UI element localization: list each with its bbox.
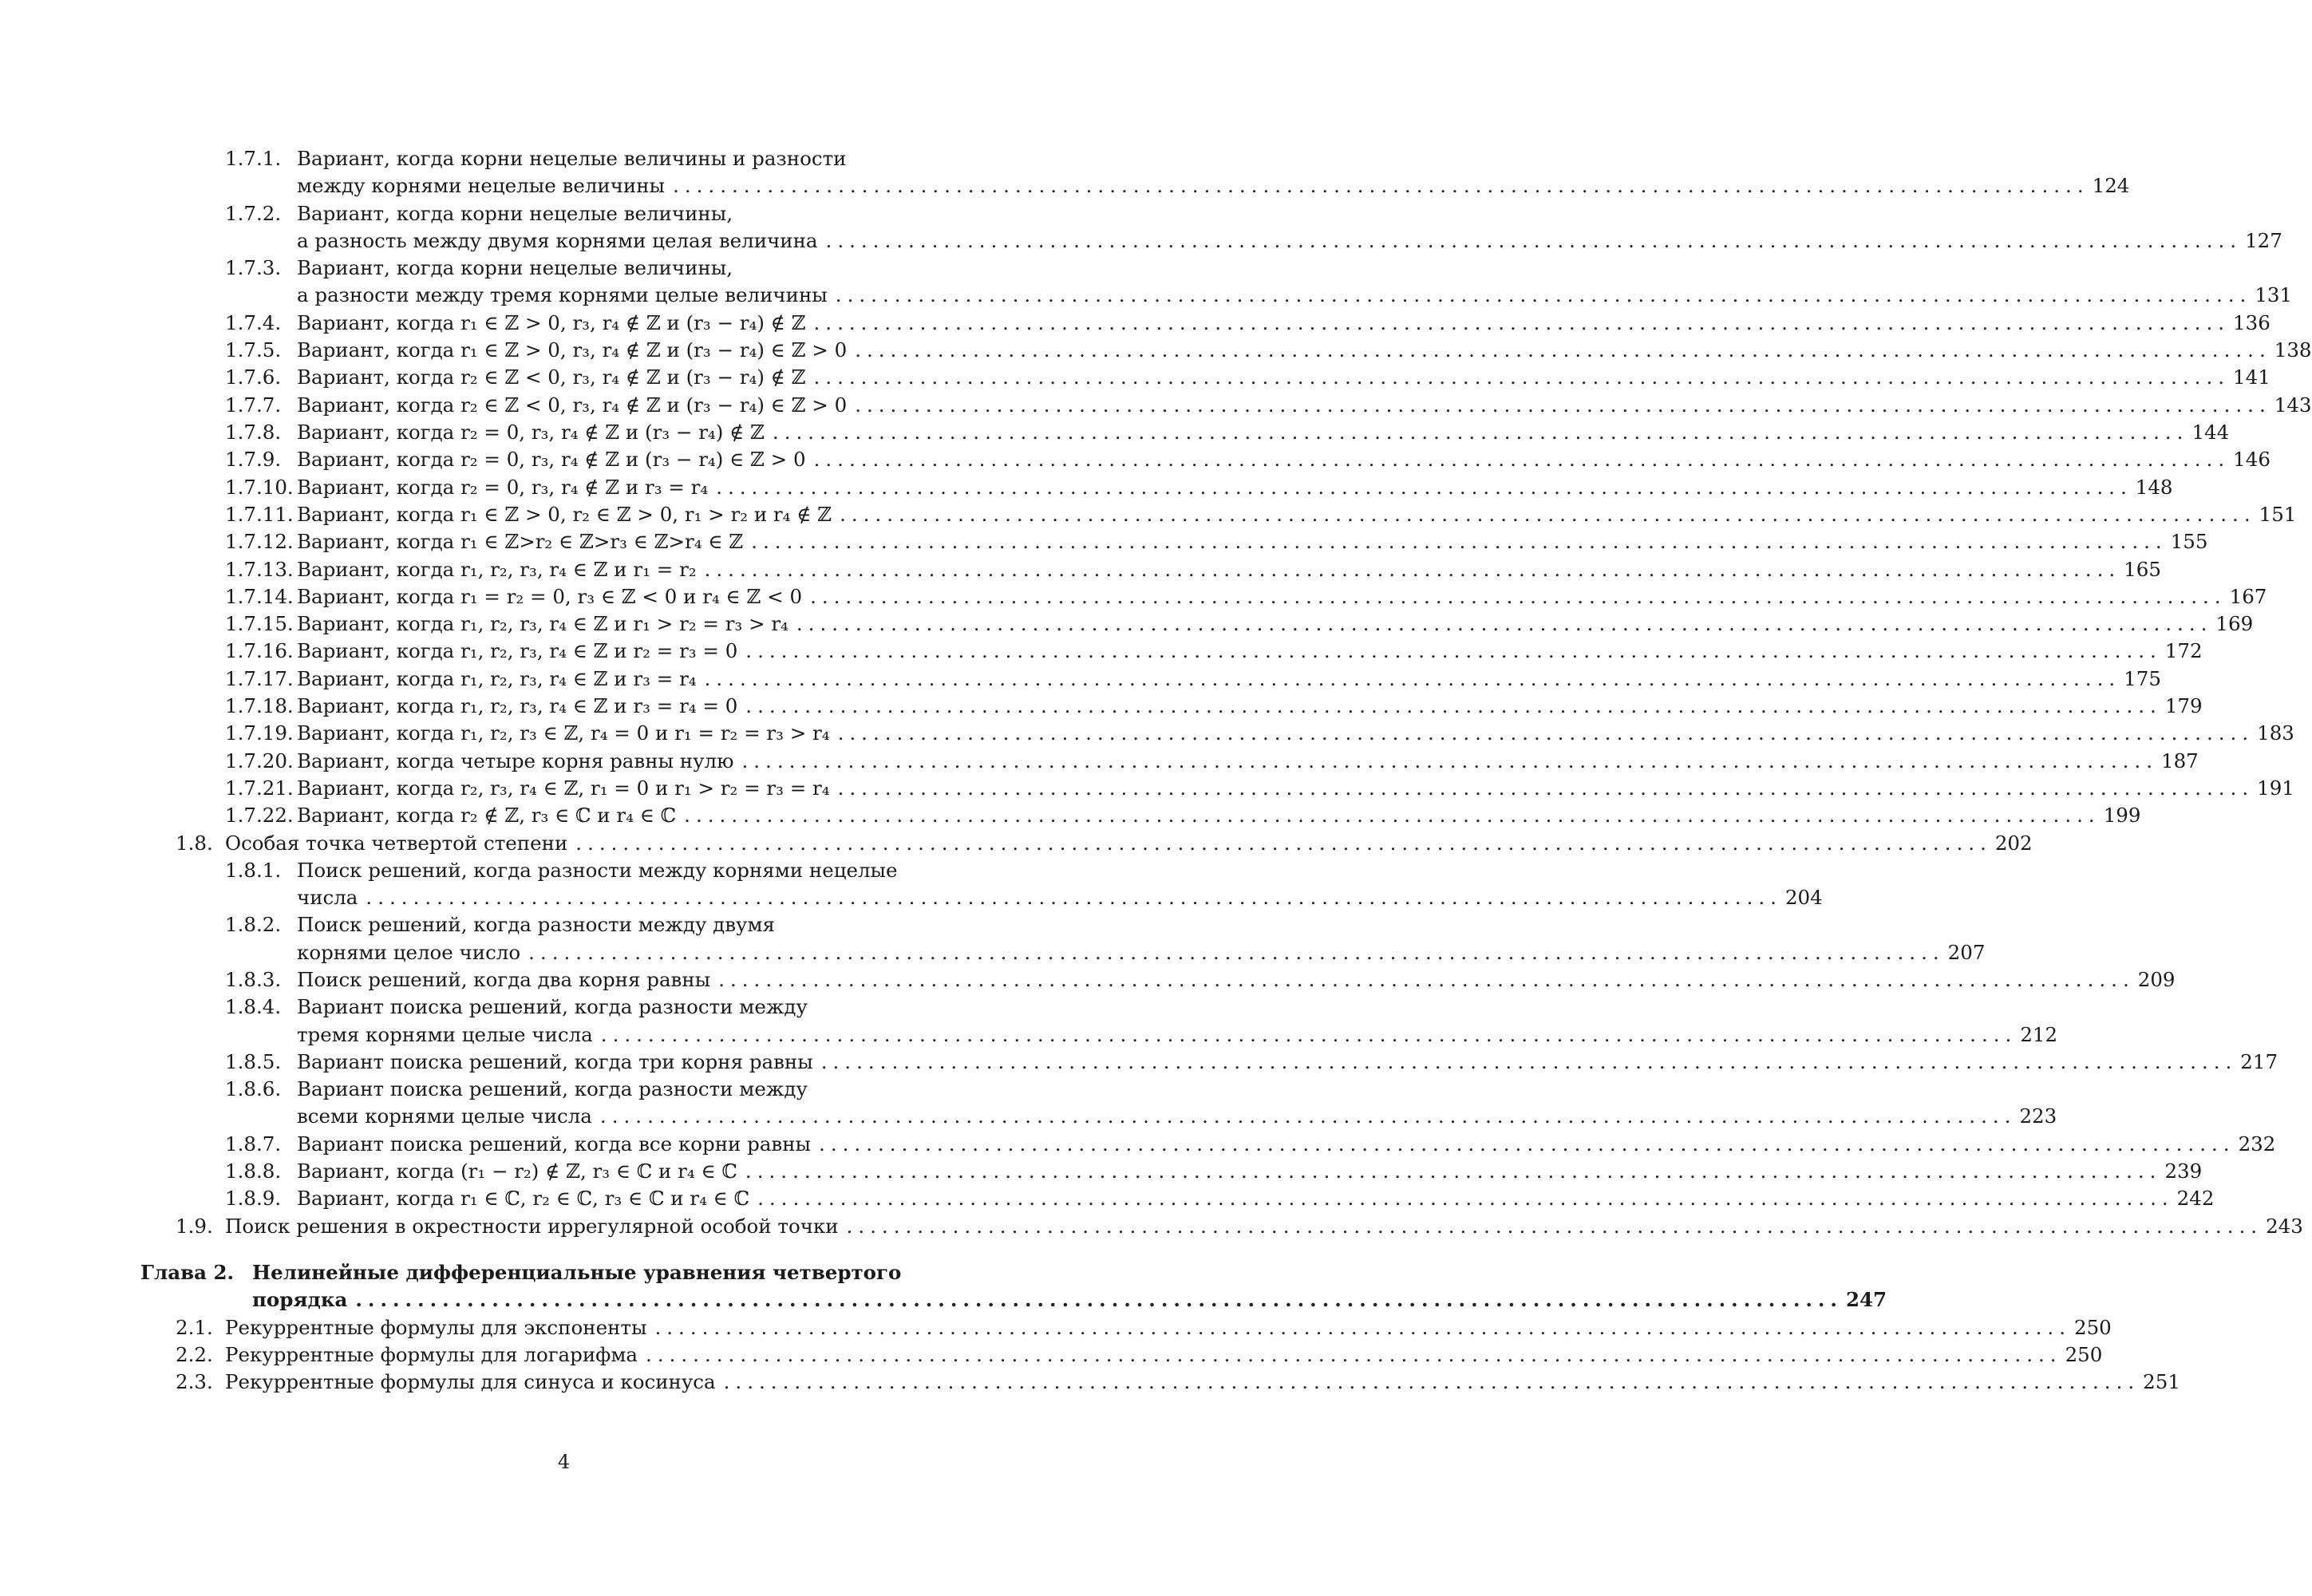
toc-entry-page: 199 bbox=[2103, 804, 2141, 828]
toc-entry-title: Особая точка четвертой степени bbox=[225, 831, 568, 855]
toc-entry-number: 1.7.10. bbox=[225, 475, 294, 499]
toc-entry-page: 247 bbox=[1845, 1288, 1887, 1312]
toc-entry-title: Вариант, когда r₂ ∉ ℤ, r₃ ∈ ℂ и r₄ ∈ ℂ bbox=[297, 804, 677, 828]
page-number: 4 bbox=[557, 1451, 571, 1473]
toc-entry-number: 1.9. bbox=[176, 1214, 213, 1238]
toc-entry-title: Вариант, когда r₁ = r₂ = 0, r₃ ∈ ℤ < 0 и r₄ ∈ ℤ < 0 bbox=[297, 584, 803, 608]
toc-entry-number: 1.8.9. bbox=[225, 1187, 282, 1211]
dot-leader: ........................................................................................................................ bbox=[810, 584, 2227, 608]
toc-entry-number: 1.7.21. bbox=[225, 776, 294, 800]
toc-entry-number: 1.8.1. bbox=[225, 858, 282, 882]
toc-entry-page: 124 bbox=[2092, 174, 2130, 198]
toc-entry-page: 202 bbox=[1994, 831, 2033, 855]
toc-entry-title: Поиск решений, когда два корня равны bbox=[297, 968, 711, 991]
toc-entry-page: 172 bbox=[2164, 639, 2203, 663]
dot-leader: ........................................................................................................................ bbox=[835, 283, 2252, 307]
toc-entry-page: 175 bbox=[2124, 666, 2161, 690]
toc-entry-title: числа bbox=[297, 886, 358, 910]
toc-entry-number: 1.7.5. bbox=[225, 338, 282, 362]
dot-leader: ........................................................................................................................ bbox=[528, 940, 1945, 964]
toc-entry-number: 1.8. bbox=[176, 831, 213, 855]
toc-entry-number: 1.7.15. bbox=[225, 612, 294, 636]
toc-entry-number: 1.7.8. bbox=[225, 421, 282, 444]
toc-entry-number: 1.8.8. bbox=[225, 1159, 282, 1183]
toc-entry-number: 1.8.5. bbox=[225, 1049, 282, 1073]
toc-entry-page: 141 bbox=[2233, 365, 2271, 389]
toc-entry-title: Вариант, когда r₂ ∈ ℤ < 0, r₃, r₄ ∉ ℤ и (r₃ − r₄) ∈ ℤ > 0 bbox=[297, 393, 848, 417]
toc-entry-number: 2.2. bbox=[176, 1342, 213, 1366]
toc-entry-number: 1.7.6. bbox=[225, 365, 282, 389]
toc-entry-title: Вариант, когда r₁, r₂, r₃ ∈ ℤ, r₄ = 0 и r₁ = r₂ = r₃ > r₄ bbox=[297, 721, 830, 745]
toc-entry-page: 165 bbox=[2124, 557, 2161, 581]
dot-leader: ........................................................................................................................ bbox=[599, 1104, 2017, 1128]
toc-entry-title: Вариант, когда r₂ = 0, r₃, r₄ ∉ ℤ и (r₃ − r₄) ∉ ℤ bbox=[297, 421, 765, 444]
toc-entry-page: 151 bbox=[2259, 502, 2297, 526]
toc-entry-number: 1.7.17. bbox=[225, 666, 294, 690]
toc-entry-title: Вариант поиска решений, когда разности между bbox=[297, 1077, 808, 1101]
dot-leader: ........................................................................................................................ bbox=[855, 393, 2271, 417]
toc-entry-number: 1.8.6. bbox=[225, 1077, 282, 1101]
dot-leader: ........................................................................................................................ bbox=[825, 228, 2243, 252]
toc-entry-title: Вариант, когда r₁ ∈ ℂ, r₂ ∈ ℂ, r₃ ∈ ℂ и r₄ ∈ ℂ bbox=[297, 1187, 750, 1211]
toc-entry-title: всеми корнями целые числа bbox=[297, 1104, 592, 1128]
toc-entry-page: 251 bbox=[2143, 1370, 2180, 1394]
toc-entry-title: Вариант, когда r₁, r₂, r₃, r₄ ∈ ℤ и r₃ = r₄ = 0 bbox=[297, 694, 738, 717]
dot-leader: ........................................................................................................................ bbox=[741, 749, 2158, 772]
toc-entry-page: 242 bbox=[2176, 1187, 2215, 1211]
toc-entry-number: 1.7.3. bbox=[225, 256, 282, 280]
toc-entry-number: 1.8.7. bbox=[225, 1132, 282, 1156]
toc-entry-page: 131 bbox=[2255, 283, 2293, 307]
dot-leader: ........................................................................................................................ bbox=[813, 448, 2231, 472]
toc-entry-page: 187 bbox=[2161, 749, 2199, 772]
dot-leader: ........................................................................................................................ bbox=[796, 612, 2213, 636]
toc-entry-title: Поиск решений, когда разности между корнями нецелые bbox=[297, 858, 898, 882]
toc-entry-title: между корнями нецелые величины bbox=[297, 174, 666, 198]
dot-leader: ........................................................................................................................ bbox=[684, 804, 2101, 828]
toc-entry-title: Вариант, когда r₁ ∈ ℤ > 0, r₃, r₄ ∉ ℤ и (r₃ − r₄) ∈ ℤ > 0 bbox=[297, 338, 848, 362]
dot-leader: ........................................................................................................................ bbox=[837, 776, 2255, 800]
toc-entry-number: 1.7.18. bbox=[225, 694, 294, 717]
toc-entry-title: Вариант поиска решений, когда три корня равны bbox=[297, 1049, 813, 1073]
toc-entry-page: 209 bbox=[2137, 968, 2176, 991]
toc-entry-page: 223 bbox=[2019, 1104, 2057, 1128]
toc-entry-title: Рекуррентные формулы для логарифма bbox=[225, 1342, 638, 1366]
toc-entry-number: 1.7.1. bbox=[225, 147, 282, 170]
dot-leader: ........................................................................................................................ bbox=[757, 1187, 2174, 1211]
toc-entry-number: 1.8.3. bbox=[225, 968, 282, 991]
toc-entry-page: 191 bbox=[2257, 776, 2294, 800]
toc-entry-number: 1.7.7. bbox=[225, 393, 282, 417]
toc-entry-number: 1.7.20. bbox=[225, 749, 294, 772]
toc-entry-number: 1.7.22. bbox=[225, 804, 294, 828]
toc-entry-title: Вариант поиска решений, когда все корни равны bbox=[297, 1132, 812, 1156]
dot-leader: ........................................................................................................................ bbox=[673, 174, 2089, 198]
dot-leader: ........................................................................................................................ bbox=[813, 310, 2231, 334]
toc-entry-title: Вариант, когда (r₁ − r₂) ∉ ℤ, r₃ ∈ ℂ и r₄ ∈ ℂ bbox=[297, 1159, 737, 1183]
toc-entry-number: 1.8.4. bbox=[225, 995, 282, 1019]
toc-entry-title: Вариант, когда r₁, r₂, r₃, r₄ ∈ ℤ и r₁ > r₂ = r₃ > r₄ bbox=[297, 612, 788, 636]
toc-entry-title: Нелинейные дифференциальные уравнения четвертого bbox=[252, 1261, 902, 1284]
toc-entry-page: 144 bbox=[2191, 421, 2230, 444]
toc-entry-page: 169 bbox=[2215, 612, 2254, 636]
toc-entry-page: 250 bbox=[2074, 1315, 2112, 1339]
toc-entry-number: 1.7.13. bbox=[225, 557, 294, 581]
toc-entry-title: Вариант, когда r₁, r₂, r₃, r₄ ∈ ℤ и r₂ = r₃ = 0 bbox=[297, 639, 738, 663]
toc-entry-title: Вариант, когда корни нецелые величины, bbox=[297, 256, 733, 280]
toc-entry-title: а разность между двумя корнями целая величина bbox=[297, 228, 818, 252]
dot-leader: ........................................................................................................................ bbox=[575, 831, 1992, 855]
toc-entry-page: 212 bbox=[2020, 1022, 2058, 1046]
toc-entry-page: 127 bbox=[2245, 228, 2282, 252]
dot-leader: ........................................................................................................................ bbox=[840, 502, 2256, 526]
toc-entry-number: 1.7.2. bbox=[225, 201, 282, 225]
toc-entry-title: Вариант, когда r₁ ∈ ℤ>r₂ ∈ ℤ>r₃ ∈ ℤ>r₄ ∈ ℤ bbox=[297, 530, 744, 554]
toc-entry-page: 146 bbox=[2233, 448, 2271, 472]
toc-entry-title: Вариант, когда четыре корня равны нулю bbox=[297, 749, 734, 772]
dot-leader: ........................................................................................................................ bbox=[723, 1370, 2140, 1394]
toc-entry-number: 1.7.9. bbox=[225, 448, 282, 472]
dot-leader: ........................................................................................................................ bbox=[855, 338, 2271, 362]
toc-entry-title: а разности между тремя корнями целые величины bbox=[297, 283, 828, 307]
dot-leader: ........................................................................................................................ bbox=[718, 968, 2135, 991]
toc-entry-title: Поиск решения в окрестности иррегулярной особой точки bbox=[225, 1214, 839, 1238]
toc-entry-page: 207 bbox=[1947, 940, 1986, 964]
toc-entry-page: 143 bbox=[2274, 393, 2312, 417]
dot-leader: ........................................................................................................................ bbox=[745, 1159, 2162, 1183]
toc-entry-page: 232 bbox=[2238, 1132, 2276, 1156]
dot-leader: ........................................................................................................................ bbox=[600, 1022, 2018, 1046]
dot-leader: ........................................................................................................................ bbox=[704, 666, 2121, 690]
toc-entry-page: 183 bbox=[2257, 721, 2294, 745]
toc-entry-page: 138 bbox=[2274, 338, 2312, 362]
toc-entry-title: Вариант, когда r₁, r₂, r₃, r₄ ∈ ℤ и r₁ = r₂ bbox=[297, 557, 697, 581]
dot-leader: ........................................................................................................................ bbox=[355, 1288, 1843, 1312]
toc-entry-number: Глава 2. bbox=[140, 1261, 235, 1284]
toc-entry-title: Вариант, когда r₂ ∈ ℤ < 0, r₃, r₄ ∉ ℤ и (r₃ − r₄) ∉ ℤ bbox=[297, 365, 806, 389]
dot-leader: ........................................................................................................................ bbox=[704, 557, 2121, 581]
dot-leader: ........................................................................................................................ bbox=[745, 639, 2162, 663]
dot-leader: ........................................................................................................................ bbox=[819, 1132, 2235, 1156]
dot-leader: ........................................................................................................................ bbox=[654, 1315, 2071, 1339]
toc-entry-title: Вариант, когда r₁ ∈ ℤ > 0, r₂ ∈ ℤ > 0, r₁ > r₂ и r₄ ∉ ℤ bbox=[297, 502, 832, 526]
dot-leader: ........................................................................................................................ bbox=[813, 365, 2231, 389]
dot-leader: ........................................................................................................................ bbox=[837, 721, 2255, 745]
toc-entry-title: Поиск решений, когда разности между двумя bbox=[297, 913, 775, 937]
toc-entry-page: 204 bbox=[1784, 886, 1823, 910]
toc-entry-number: 1.7.19. bbox=[225, 721, 294, 745]
dot-leader: ........................................................................................................................ bbox=[716, 475, 2132, 499]
toc-entry-page: 167 bbox=[2229, 584, 2267, 608]
toc-entry-page: 179 bbox=[2164, 694, 2203, 717]
toc-entry-title: Рекуррентные формулы для синуса и косинуса bbox=[225, 1370, 716, 1394]
dot-leader: ........................................................................................................................ bbox=[772, 421, 2189, 444]
dot-leader: ........................................................................................................................ bbox=[751, 530, 2168, 554]
toc-entry-page: 250 bbox=[2065, 1342, 2103, 1366]
dot-leader: ........................................................................................................................ bbox=[745, 694, 2162, 717]
toc-entry-number: 1.7.12. bbox=[225, 530, 294, 554]
toc-entry-page: 148 bbox=[2135, 475, 2173, 499]
toc-entry-page: 217 bbox=[2240, 1049, 2278, 1073]
dot-leader: ........................................................................................................................ bbox=[820, 1049, 2238, 1073]
toc-entry-page: 136 bbox=[2233, 310, 2271, 334]
toc-entry-title: Вариант, когда r₂ = 0, r₃, r₄ ∉ ℤ и r₃ = r₄ bbox=[297, 475, 709, 499]
dot-leader: ........................................................................................................................ bbox=[846, 1214, 2263, 1238]
toc-entry-page: 239 bbox=[2164, 1159, 2203, 1183]
toc-entry-number: 1.7.4. bbox=[225, 310, 282, 334]
toc-entry-number: 2.3. bbox=[176, 1370, 213, 1394]
toc-entry-title: тремя корнями целые числа bbox=[297, 1022, 593, 1046]
toc-entry-title: корнями целое число bbox=[297, 940, 521, 964]
toc-entry-page: 243 bbox=[2266, 1214, 2303, 1238]
toc-entry-number: 1.8.2. bbox=[225, 913, 282, 937]
toc-entry-title: Вариант, когда r₂ = 0, r₃, r₄ ∉ ℤ и (r₃ − r₄) ∈ ℤ > 0 bbox=[297, 448, 806, 472]
toc-entry-title: Вариант, когда r₂, r₃, r₄ ∈ ℤ, r₁ = 0 и r₁ > r₂ = r₃ = r₄ bbox=[297, 776, 830, 800]
toc-entry-title: Вариант, когда r₁, r₂, r₃, r₄ ∈ ℤ и r₃ = r₄ bbox=[297, 666, 697, 690]
toc-entry-number: 1.7.11. bbox=[225, 502, 294, 526]
toc-entry-number: 1.7.14. bbox=[225, 584, 294, 608]
toc-entry-title: Рекуррентные формулы для экспоненты bbox=[225, 1315, 647, 1339]
toc-entry-title: Вариант, когда корни нецелые величины, bbox=[297, 201, 733, 225]
dot-leader: ........................................................................................................................ bbox=[646, 1342, 2062, 1366]
toc-entry-title: Вариант поиска решений, когда разности между bbox=[297, 995, 808, 1019]
toc-entry-title: Вариант, когда корни нецелые величины и разности bbox=[297, 147, 847, 170]
toc-entry-number: 1.7.16. bbox=[225, 639, 294, 663]
toc-entry-page: 155 bbox=[2170, 530, 2208, 554]
toc-entry-title: Вариант, когда r₁ ∈ ℤ > 0, r₃, r₄ ∉ ℤ и (r₃ − r₄) ∉ ℤ bbox=[297, 310, 806, 334]
toc-entry-title: порядка bbox=[252, 1288, 348, 1312]
toc-entry-number: 2.1. bbox=[176, 1315, 213, 1339]
dot-leader: ........................................................................................................................ bbox=[366, 886, 1782, 910]
